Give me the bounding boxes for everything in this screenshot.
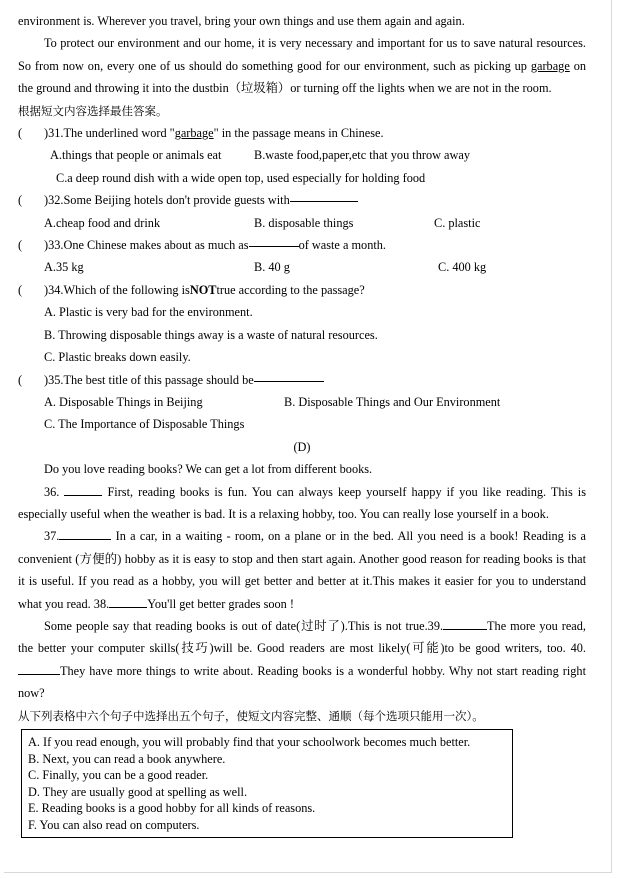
question-31-option-c (18, 167, 586, 189)
blank-37 (59, 527, 111, 540)
passage-d-paragraph-39: Some people say that reading books is out of date(过时了).This is not true.39. The more you read, the better your computer skills(技巧)will be. Good readers are most likely(可能)to be good writers, too. 40. They have more things to write about. Reading books is a wonderful hobby. Why not start reading right now? (18, 618, 586, 701)
passage-c-paragraph (18, 32, 586, 99)
option-a: A.things that people or animals eat (50, 148, 222, 163)
document-page (4, 0, 612, 873)
answer-blank (249, 234, 299, 247)
option-c: C. plastic (434, 215, 481, 230)
question-31-stem: )31.The underlined word "garbage" in the passage means in Chinese. (44, 126, 384, 141)
blank-36 (64, 483, 102, 496)
question-32-options (18, 212, 586, 234)
option-a: A. Plastic is very bad for the environment. (44, 305, 253, 320)
passage-c-end-line: environment is. Wherever you travel, bring your own things and use them again and again. (18, 14, 465, 28)
question-34-option-b (18, 324, 586, 346)
document-content (18, 10, 586, 838)
answer-blank (254, 369, 324, 382)
option-a: A.cheap food and drink (44, 215, 161, 230)
option-b: B.waste food,paper,etc that you throw away (254, 148, 470, 163)
passage-d-intro: Do you love reading books? We can get a lot from different books. (44, 462, 373, 477)
question-31-options-ab (18, 144, 586, 166)
blank-40 (18, 662, 60, 675)
option-c: C. 400 kg (438, 260, 487, 275)
question-34-option-c (18, 346, 586, 368)
question-35-option-c (18, 413, 586, 435)
question-35: ( )35.The best title of this passage should be (18, 369, 586, 391)
emphasis-not: NOT (189, 282, 217, 297)
option-a: A. Disposable Things in Beijing (44, 394, 203, 409)
question-31 (18, 122, 586, 144)
blank-39 (443, 617, 487, 630)
question-33-options (18, 256, 586, 278)
choice-c: C. Finally, you can be a good reader. (28, 768, 209, 783)
question-32: ( )32.Some Beijing hotels don't provide guests with (18, 189, 586, 211)
passage-d-paragraph-36: 36. First, reading books is fun. You can always keep yourself happy if you like reading. This is especially useful when the weather is bad. It is a relaxing hobby, too. You can really lose yourself in a book. (18, 484, 586, 521)
option-b: B. 40 g (254, 260, 290, 275)
choice-a: A. If you read enough, you will probably find that your schoolwork becomes much better. (28, 735, 471, 749)
question-34-option-a (18, 301, 586, 323)
choice-f: F. You can also read on computers. (28, 817, 200, 832)
instruction-d: 从下列表格中六个句子中选择出五个句子，使短文内容完整、通顺（每个选项只能用一次）。 (18, 708, 484, 723)
passage-d-paragraph-37: 37. In a car, in a waiting - room, on a plane or in the bed. All you need is a book! Reading is a convenient (方便的) hobby as it is easy to stop and then start again. Another good reason for reading books is that it is useful. If you read as a hobby, you will get better and better at it.This makes it easier for you to understand what you read. 38. You'll get better grades soon ! (18, 529, 586, 611)
option-b: B. Throwing disposable things away is a waste of natural resources. (44, 327, 378, 342)
option-a: A.35 kg (44, 260, 84, 275)
choice-b: B. Next, you can read a book anywhere. (28, 751, 226, 766)
question-33: ( )33.One Chinese makes about as much as of waste a month. (18, 234, 586, 256)
option-b: B. disposable things (254, 215, 354, 230)
option-c: C. The Importance of Disposable Things (44, 417, 245, 432)
choices-box (21, 729, 513, 838)
question-35-options-ab (18, 391, 586, 413)
instruction-c: 根据短文内容选择最佳答案。 (18, 103, 168, 118)
passage-c-text-b: on the ground and throwing it into the dustbin（垃圾箱）or turning off the lights when we are not in the room. (18, 58, 586, 96)
answer-paren: ( (18, 126, 23, 141)
underlined-word-garbage: garbage (530, 58, 570, 73)
underlined-word: garbage (174, 126, 214, 141)
choice-e: E. Reading books is a good hobby for all kinds of reasons. (28, 801, 316, 816)
option-c: C. Plastic breaks down easily. (44, 350, 191, 365)
answer-blank (290, 189, 358, 202)
option-c: C.a deep round dish with a wide open top, used especially for holding food (56, 170, 426, 185)
question-32-stem: )32.Some Beijing hotels don't provide guests with (44, 193, 290, 208)
blank-38 (109, 595, 147, 608)
passage-d-heading: (D) (293, 439, 311, 454)
passage-c-text-a: To protect our environment and our home, it is very necessary and important for us to save natural resources. So from now on, every one of us should do something good for our environment, such as picking up (18, 36, 586, 73)
choice-d: D. They are usually good at spelling as well. (28, 784, 248, 799)
option-b: B. Disposable Things and Our Environment (284, 394, 501, 409)
question-34: ( )34.Which of the following is NOT true according to the passage? (18, 279, 586, 301)
